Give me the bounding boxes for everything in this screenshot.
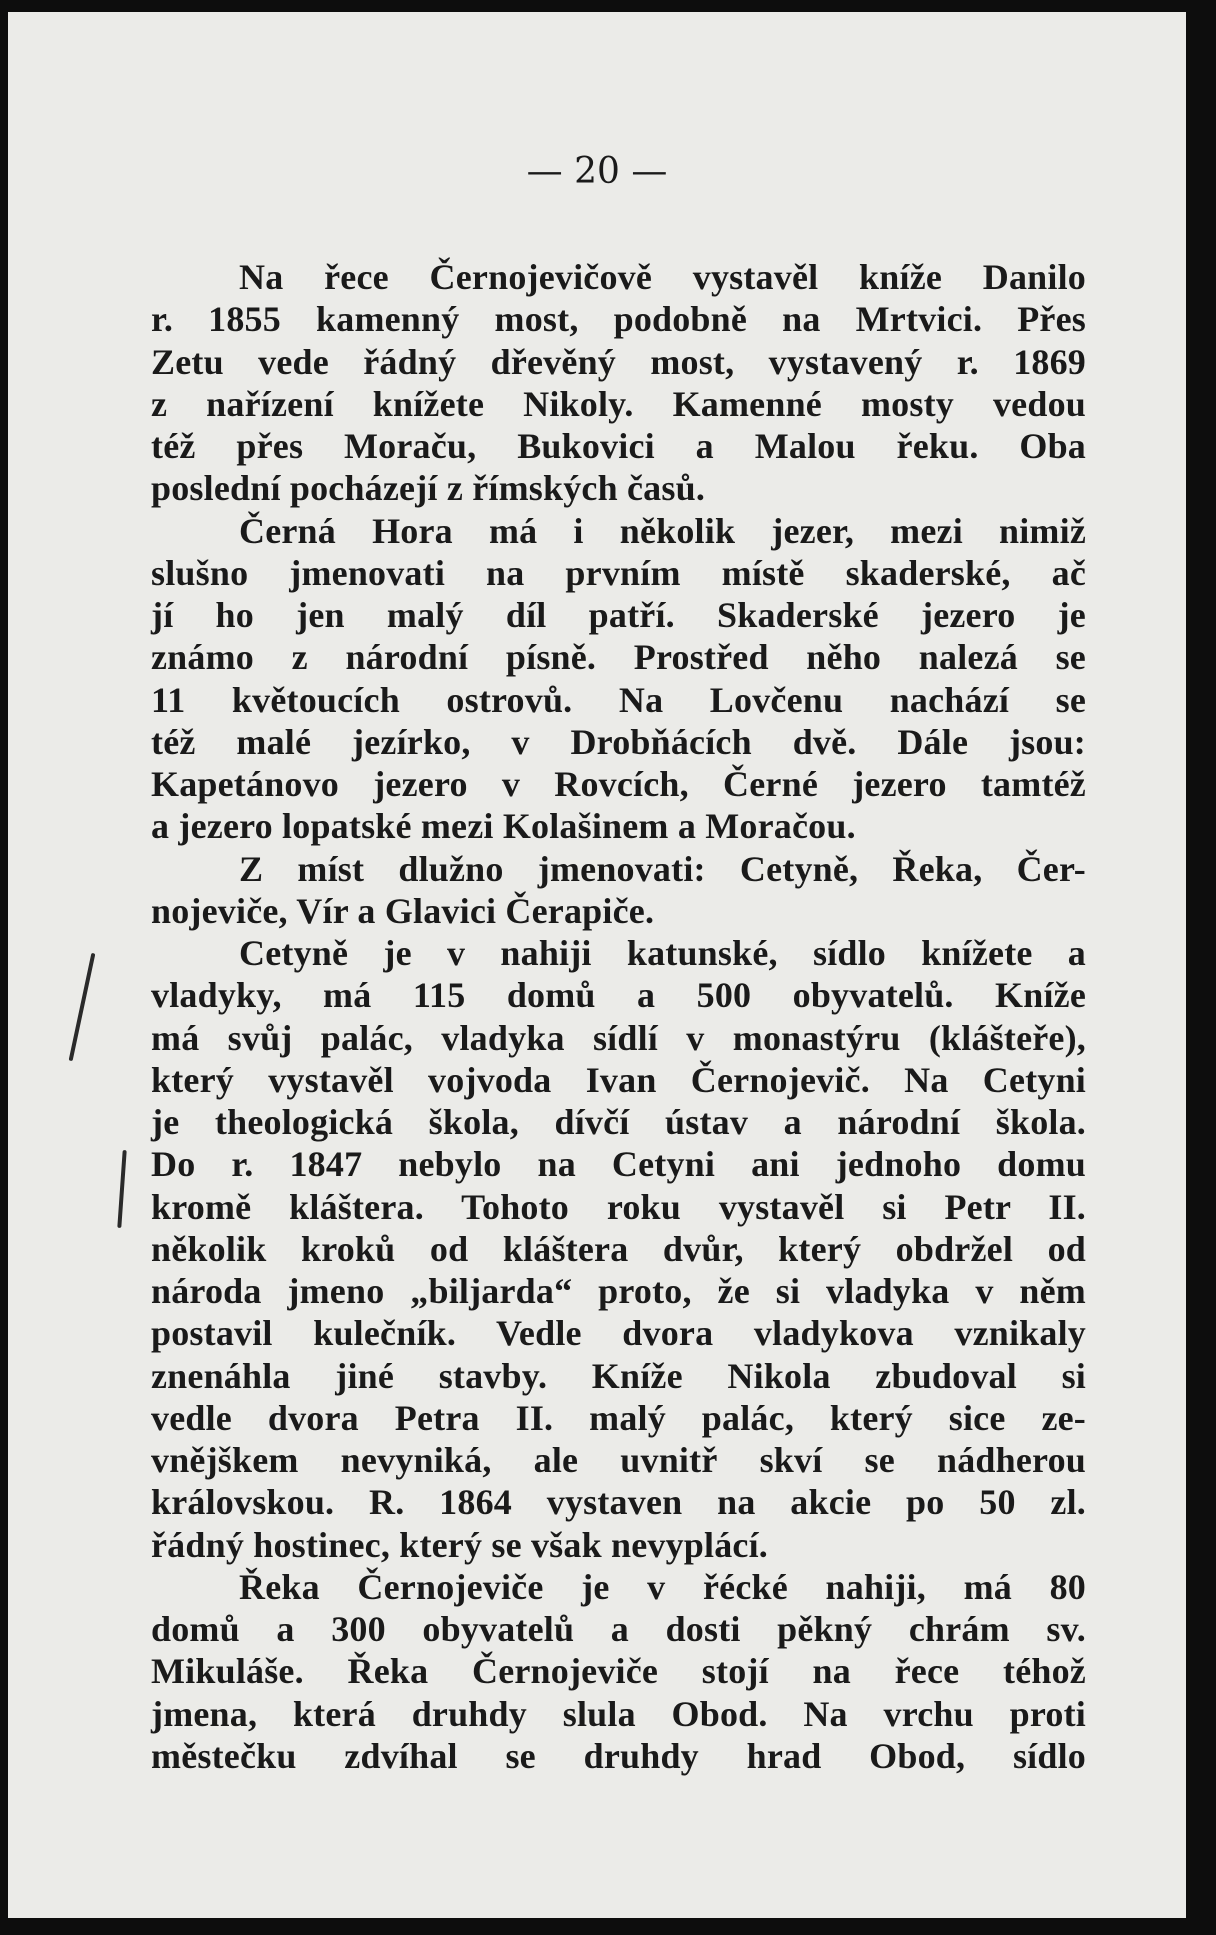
text-line: kromě kláštera. Tohoto roku vystavěl si Petr II. bbox=[151, 1186, 1086, 1227]
text-line: městečku zdvíhal se druhdy hrad Obod, sídlo bbox=[151, 1735, 1086, 1776]
margin-mark bbox=[69, 953, 96, 1061]
text-line: poslední pocházejí z římských časů. bbox=[151, 468, 706, 509]
text-line: Řeka Černojeviče je v řécké nahiji, má 80 bbox=[239, 1566, 1086, 1607]
text-line: několik kroků od kláštera dvůr, který obdržel od bbox=[151, 1228, 1086, 1269]
page-number: — 20 — bbox=[526, 151, 668, 192]
text-line: a jezero lopatské mezi Kolašinem a Moračou. bbox=[151, 806, 856, 847]
text-line: národa jmeno „biljarda“ proto, že si vladyka v něm bbox=[151, 1271, 1086, 1311]
text-line: který vystavěl vojvoda Ivan Černojevič. Na Cetyni bbox=[151, 1059, 1086, 1100]
text-line: domů a 300 obyvatelů a dosti pěkný chrám sv. bbox=[151, 1609, 1086, 1649]
text-line: vladyky, má 115 domů a 500 obyvatelů. Kníže bbox=[151, 975, 1086, 1016]
text-line: znenáhla jiné stavby. Kníže Nikola zbudoval si bbox=[151, 1355, 1086, 1396]
book-page bbox=[8, 12, 1186, 1918]
text-line: má svůj palác, vladyka sídlí v monastýru (klášteře), bbox=[151, 1017, 1086, 1058]
text-line: je theologická škola, dívčí ústav a národní škola. bbox=[151, 1102, 1086, 1142]
text-line: Cetyně je v nahiji katunské, sídlo knížete a bbox=[239, 933, 1086, 973]
text-line: jmena, která druhdy slula Obod. Na vrchu proti bbox=[151, 1693, 1086, 1734]
text-line: 11 květoucích ostrovů. Na Lovčenu nachází se bbox=[151, 679, 1086, 720]
text-line: Kapetánovo jezero v Rovcích, Černé jezero tamtéž bbox=[151, 764, 1086, 804]
text-line: vnějškem nevyniká, ale uvnitř skví se nádherou bbox=[151, 1440, 1086, 1480]
text-line: Do r. 1847 nebylo na Cetyni ani jednoho domu bbox=[151, 1144, 1086, 1185]
text-line: též přes Moraču, Bukovici a Malou řeku. Oba bbox=[151, 426, 1086, 466]
text-line: slušno jmenovati na prvním místě skaderské, ač bbox=[151, 552, 1086, 593]
text-line: nojeviče, Vír a Glavici Čerapiče. bbox=[151, 890, 655, 931]
text-line: Černá Hora má i několik jezer, mezi nimiž bbox=[239, 510, 1086, 551]
text-line: vedle dvora Petra II. malý palác, který sice ze- bbox=[151, 1397, 1086, 1438]
text-line: Na řece Černojevičově vystavěl kníže Danilo bbox=[239, 257, 1086, 297]
text-line: řádný hostinec, který se však nevyplácí. bbox=[151, 1524, 769, 1565]
text-line: r. 1855 kamenný most, podobně na Mrtvici. Přes bbox=[151, 299, 1086, 340]
text-line: známo z národní písně. Prostřed něho nalezá se bbox=[151, 637, 1086, 678]
text-line: jí ho jen malý díl patří. Skaderské jezero je bbox=[151, 595, 1086, 635]
text-line: královskou. R. 1864 vystaven na akcie po 50 zl. bbox=[151, 1482, 1086, 1523]
body-text bbox=[151, 256, 1086, 1777]
margin-mark bbox=[117, 1150, 126, 1228]
text-line: postavil kulečník. Vedle dvora vladykova vznikaly bbox=[151, 1313, 1086, 1354]
text-line: Mikuláše. Řeka Černojeviče stojí na řece téhož bbox=[151, 1651, 1086, 1692]
text-line: Zetu vede řádný dřevěný most, vystavený r. 1869 bbox=[151, 341, 1086, 382]
text-line: z nařízení knížete Nikoly. Kamenné mosty vedou bbox=[151, 383, 1086, 424]
text-line: Z míst dlužno jmenovati: Cetyně, Řeka, Čer- bbox=[239, 848, 1086, 889]
page-edge-shadow bbox=[1186, 0, 1216, 1935]
text-line: též malé jezírko, v Drobňácích dvě. Dále jsou: bbox=[151, 721, 1086, 762]
